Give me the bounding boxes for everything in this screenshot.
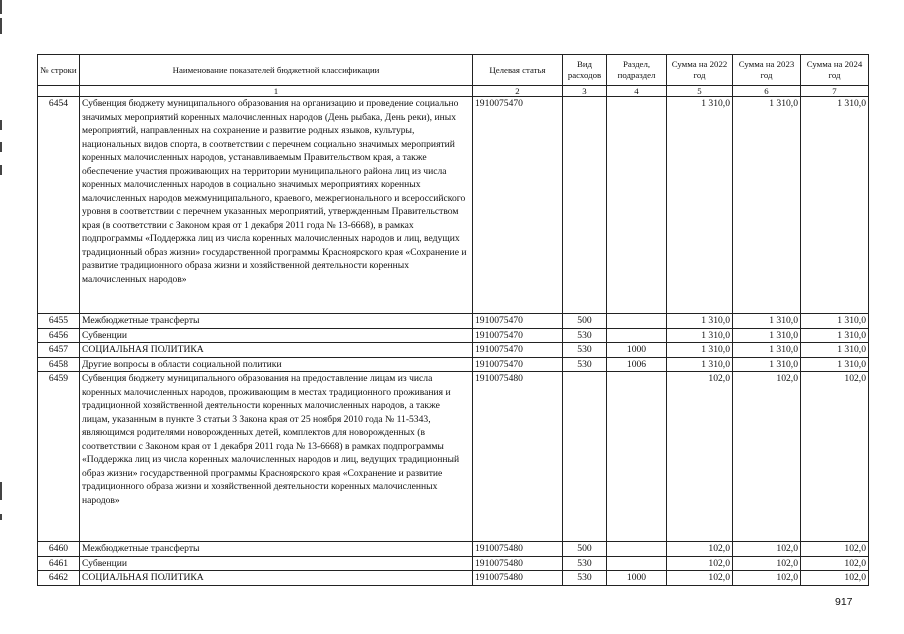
row-vid [563, 372, 607, 542]
row-name: Субвенции [80, 556, 473, 571]
row-sum-2022: 1 310,0 [667, 97, 733, 314]
row-razdel [607, 314, 667, 329]
row-vid: 530 [563, 556, 607, 571]
row-vid: 500 [563, 542, 607, 557]
row-target-code: 1910075480 [473, 556, 563, 571]
header-sum-2024: Сумма на 2024 год [801, 55, 869, 86]
row-number: 6462 [38, 571, 80, 586]
row-vid: 500 [563, 314, 607, 329]
table-row [38, 556, 869, 571]
row-sum-2023: 1 310,0 [733, 97, 801, 314]
row-sum-2023: 102,0 [733, 372, 801, 542]
column-number: 2 [473, 86, 563, 97]
row-target-code: 1910075470 [473, 343, 563, 358]
row-number: 6458 [38, 357, 80, 372]
table-row [38, 314, 869, 329]
row-number: 6455 [38, 314, 80, 329]
row-sum-2024: 102,0 [801, 542, 869, 557]
row-razdel: 1000 [607, 343, 667, 358]
row-number: 6460 [38, 542, 80, 557]
row-razdel: 1000 [607, 571, 667, 586]
scan-edge-mark [0, 120, 2, 130]
row-sum-2022: 102,0 [667, 556, 733, 571]
column-number: 5 [667, 86, 733, 97]
column-number-blank [38, 86, 80, 97]
header-sum-2023: Сумма на 2023 год [733, 55, 801, 86]
row-vid: 530 [563, 328, 607, 343]
scan-edge-mark [0, 18, 2, 34]
row-vid: 530 [563, 343, 607, 358]
row-name: Субвенция бюджету муниципального образования на предоставление лицам из числа коренных малочисленных народов, проживающим в местах традиционного проживания и традиционной хозяйственной деятельности коренных малочисленных народов, а также лицам, указанным в пункте 3 статьи 3 Закона края от 25 ноября 2010 года № 11-5343, являющимся родителями новорожденных детей, комплектов для новорожденных (в соответствии с Законом края от 1 декабря 2011 года № 13-6668) в рамках подпрограммы «Поддержка лиц из числа коренных малочисленных народов и лиц, ведущих традиционный образ жизни» государственной программы Красноярского края «Сохранение и развитие традиционного образа жизни и хозяйственной деятельности коренных малочисленных народов» [80, 372, 473, 542]
row-razdel [607, 556, 667, 571]
header-name: Наименование показателей бюджетной классификации [80, 55, 473, 86]
header-target: Целевая статья [473, 55, 563, 86]
row-target-code: 1910075480 [473, 571, 563, 586]
table-row [38, 542, 869, 557]
table-header-row [38, 55, 869, 86]
row-sum-2024: 102,0 [801, 571, 869, 586]
row-name: СОЦИАЛЬНАЯ ПОЛИТИКА [80, 343, 473, 358]
table-row [38, 328, 869, 343]
row-name: СОЦИАЛЬНАЯ ПОЛИТИКА [80, 571, 473, 586]
page-number: 917 [835, 596, 853, 608]
row-name: Субвенция бюджету муниципального образования на организацию и проведение социально значимых мероприятий коренных малочисленных народов (День рыбака, День реки), иных мероприятий, направленных на сохранение и развитие родных языков, культуры, национальных видов спорта, в соответствии с перечнем социально значимых мероприятий коренных малочисленных народов, устанавливаемым Правительством края, а также обеспечение участия проживающих на территории муниципального района лиц из числа коренных малочисленных народов в социально значимых мероприятиях коренных малочисленных народов межмуниципального, краевого, межрегионального и всероссийского уровня в соответствии с перечнем указанных мероприятий, утвержденным Правительством края (в соответствии с Законом края от 1 декабря 2011 года № 13-6668), в рамках подпрограммы «Поддержка лиц из числа коренных малочисленных народов и лиц, ведущих традиционный образ жизни» государственной программы Красноярского края «Сохранение и развитие традиционного образа жизни и хозяйственной деятельности коренных малочисленных народов» [80, 97, 473, 314]
header-razdel: Раздел, подраздел [607, 55, 667, 86]
table-row [38, 372, 869, 542]
row-name: Другие вопросы в области социальной политики [80, 357, 473, 372]
scan-edge-mark [0, 142, 2, 152]
row-name: Межбюджетные трансферты [80, 314, 473, 329]
row-sum-2023: 1 310,0 [733, 328, 801, 343]
row-sum-2023: 1 310,0 [733, 357, 801, 372]
row-vid: 530 [563, 357, 607, 372]
scan-edge-mark [0, 0, 2, 14]
row-sum-2024: 102,0 [801, 556, 869, 571]
row-target-code: 1910075470 [473, 314, 563, 329]
table-row [38, 357, 869, 372]
row-number: 6456 [38, 328, 80, 343]
table-row [38, 343, 869, 358]
row-number: 6459 [38, 372, 80, 542]
row-target-code: 1910075480 [473, 542, 563, 557]
row-sum-2022: 102,0 [667, 542, 733, 557]
row-vid: 530 [563, 571, 607, 586]
row-razdel [607, 97, 667, 314]
row-name: Субвенции [80, 328, 473, 343]
column-number-row [38, 86, 869, 97]
row-number: 6461 [38, 556, 80, 571]
row-target-code: 1910075470 [473, 357, 563, 372]
column-number: 6 [733, 86, 801, 97]
header-vid: Вид расходов [563, 55, 607, 86]
row-sum-2023: 102,0 [733, 542, 801, 557]
row-razdel [607, 542, 667, 557]
row-razdel [607, 328, 667, 343]
row-razdel [607, 372, 667, 542]
scan-edge-mark [0, 482, 2, 500]
row-sum-2022: 1 310,0 [667, 314, 733, 329]
scan-edge-mark [0, 514, 2, 520]
column-number: 1 [80, 86, 473, 97]
row-target-code: 1910075470 [473, 97, 563, 314]
row-sum-2022: 1 310,0 [667, 357, 733, 372]
row-sum-2022: 1 310,0 [667, 328, 733, 343]
row-sum-2024: 1 310,0 [801, 97, 869, 314]
row-sum-2024: 102,0 [801, 372, 869, 542]
row-sum-2023: 1 310,0 [733, 314, 801, 329]
column-number: 7 [801, 86, 869, 97]
row-target-code: 1910075480 [473, 372, 563, 542]
row-name: Межбюджетные трансферты [80, 542, 473, 557]
header-row-no: № строки [38, 55, 80, 86]
row-sum-2023: 1 310,0 [733, 343, 801, 358]
row-sum-2024: 1 310,0 [801, 328, 869, 343]
column-number: 3 [563, 86, 607, 97]
row-sum-2024: 1 310,0 [801, 343, 869, 358]
row-sum-2023: 102,0 [733, 571, 801, 586]
row-number: 6454 [38, 97, 80, 314]
header-sum-2022: Сумма на 2022 год [667, 55, 733, 86]
budget-table [37, 54, 869, 586]
row-sum-2023: 102,0 [733, 556, 801, 571]
row-sum-2024: 1 310,0 [801, 357, 869, 372]
row-sum-2022: 102,0 [667, 571, 733, 586]
row-razdel: 1006 [607, 357, 667, 372]
row-sum-2024: 1 310,0 [801, 314, 869, 329]
row-number: 6457 [38, 343, 80, 358]
scan-edge-mark [0, 165, 2, 175]
table-row [38, 97, 869, 314]
column-number: 4 [607, 86, 667, 97]
row-vid [563, 97, 607, 314]
row-target-code: 1910075470 [473, 328, 563, 343]
row-sum-2022: 1 310,0 [667, 343, 733, 358]
table-row [38, 571, 869, 586]
row-sum-2022: 102,0 [667, 372, 733, 542]
